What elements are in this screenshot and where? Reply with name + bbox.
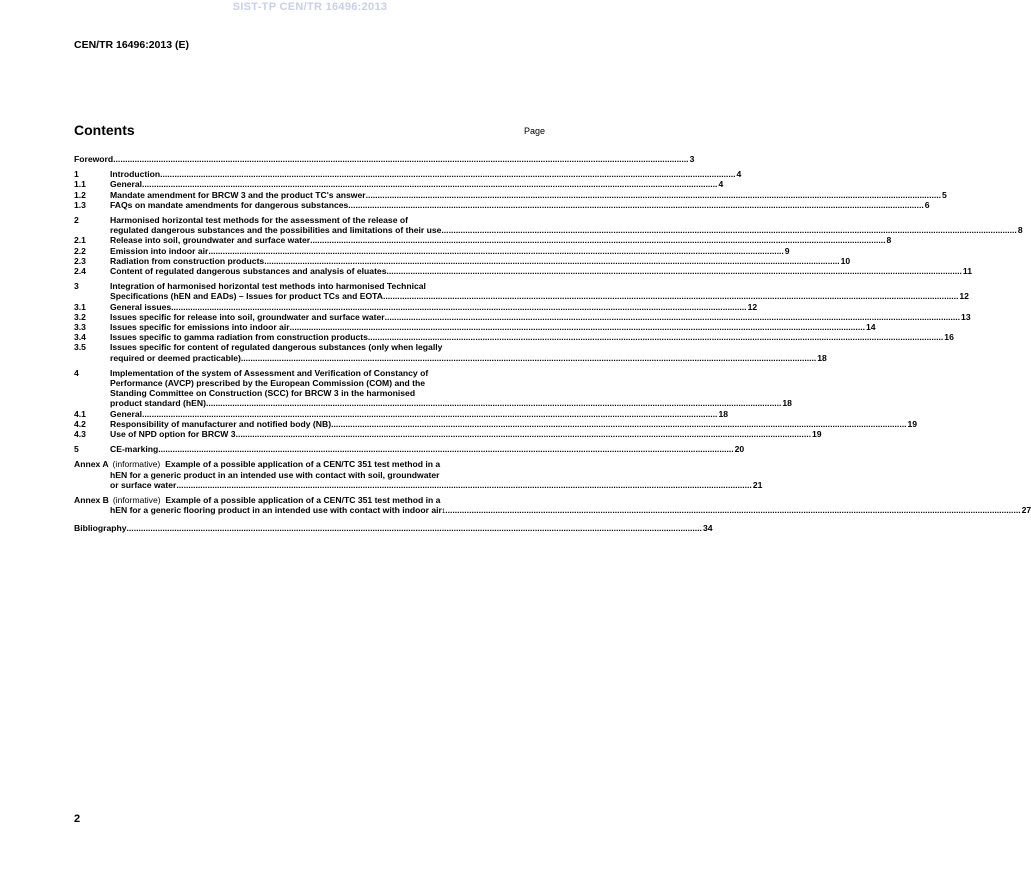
toc-entry-3[interactable] [74, 281, 546, 291]
toc-number: 3.3 [74, 322, 86, 333]
dot-leader [158, 444, 733, 454]
toc-title: hEN for a generic product in an intended use with contact with soil, groundwater [110, 469, 440, 480]
toc-title: Mandate amendment for BRCW 3 and the product TC's answer [110, 189, 366, 200]
toc-page: 27 [1021, 505, 1031, 516]
toc-annex-a[interactable] [74, 459, 763, 490]
toc-page: 18 [817, 352, 827, 363]
toc-page: 4 [718, 179, 724, 190]
toc-page: 10 [840, 255, 851, 266]
dot-leader [368, 332, 943, 342]
toc-title: CE-marking [110, 444, 159, 455]
toc-entry-2-4[interactable] [74, 266, 973, 277]
toc-title: regulated dangerous substances and the possibilities and limitations of their use [110, 225, 442, 236]
toc-number: 1.2 [74, 189, 86, 200]
dot-leader [241, 353, 816, 363]
toc-page: 6 [924, 199, 930, 210]
toc-page: 16 [944, 332, 954, 343]
toc-number: 3.5 [74, 342, 86, 353]
toc-title: Emission into indoor air [110, 245, 209, 256]
toc-entry-4-1[interactable] [74, 408, 728, 419]
toc-entry-3-4[interactable] [74, 332, 954, 343]
toc-entry-4[interactable] [74, 368, 546, 378]
dot-leader [176, 480, 751, 490]
toc-page: 19 [811, 429, 822, 440]
toc-number: 3.1 [74, 301, 86, 312]
toc-number: 2.1 [74, 235, 86, 246]
contents-heading: Contents [74, 122, 135, 138]
toc-title: hEN for a generic flooring product in an intended use with contact with indoor air [110, 505, 442, 516]
dot-leader [310, 235, 885, 245]
toc-title: Integration of harmonised horizontal test methods into harmonised Technical [110, 281, 426, 292]
page-number: 2 [74, 813, 81, 825]
dot-leader [366, 190, 941, 200]
dot-leader [208, 246, 783, 256]
toc-entry-foreword[interactable] [74, 154, 695, 164]
toc-page: 8 [1017, 225, 1023, 236]
toc-entry-4-cont[interactable] [74, 378, 546, 388]
table-of-contents [74, 154, 1031, 538]
toc-number: 4.2 [74, 418, 86, 429]
toc-number: 3.4 [74, 332, 86, 343]
toc-title: Standing Committee on Construction (SCC) for BRCW 3 in the harmonised [110, 388, 416, 399]
dot-leader [206, 398, 781, 408]
dot-leader [383, 291, 958, 301]
toc-title: Example of a possible application of a CEN/TC 351 test method in a [165, 459, 441, 470]
toc-page: 12 [959, 291, 969, 302]
toc-page: 12 [747, 301, 758, 312]
watermark: SIST-TP CEN/TR 16496:2013 [232, 1, 388, 13]
toc-title: General [110, 408, 143, 419]
dot-leader [236, 429, 811, 439]
toc-entry-2-cont[interactable] [74, 225, 1023, 236]
toc-number: 4.1 [74, 408, 86, 419]
toc-entry-2-1[interactable] [74, 235, 892, 246]
toc-page: 18 [718, 408, 728, 419]
dot-leader [142, 179, 717, 189]
toc-title: Use of NPD option for BRCW 3 [110, 429, 236, 440]
footnote-marker: 1 [441, 509, 446, 516]
toc-title: Bibliography [74, 522, 127, 533]
toc-title: Harmonised horizontal test methods for the assessment of the release of [110, 215, 408, 226]
toc-page: 5 [942, 189, 947, 200]
toc-title: Release into soil, groundwater and surface water [110, 235, 311, 246]
toc-title: Radiation from construction products [110, 255, 265, 266]
toc-entry-bibliography[interactable] [74, 522, 713, 533]
annex-type: (informative) [112, 495, 161, 506]
toc-entry-1-1[interactable] [74, 179, 724, 190]
toc-number: 3.2 [74, 311, 86, 322]
toc-title: required or deemed practicable) [110, 352, 241, 363]
toc-group-1 [74, 169, 947, 210]
toc-number: 1.1 [74, 179, 86, 190]
toc-group-3 [74, 281, 971, 363]
toc-title: Content of regulated dangerous substances and analysis of eluates [110, 266, 387, 277]
dot-leader [441, 225, 1016, 235]
toc-entry-3-3[interactable] [74, 322, 876, 333]
toc-title: General issues [110, 301, 172, 312]
toc-number: 2 [74, 215, 79, 226]
dot-leader [348, 200, 923, 210]
toc-page: 21 [752, 479, 763, 490]
toc-title: or surface water [110, 479, 177, 490]
toc-page: 19 [907, 418, 918, 429]
toc-number: 3 [74, 281, 79, 292]
dot-leader [127, 523, 702, 533]
toc-number: 2.3 [74, 255, 86, 266]
toc-annex-b[interactable] [74, 495, 1031, 517]
toc-group-5 [74, 444, 745, 455]
toc-title: Responsibility of manufacturer and notified body (NB) [110, 418, 332, 429]
dot-leader [387, 266, 962, 276]
toc-page: 20 [734, 444, 745, 455]
toc-title: Issues specific to gamma radiation from construction products [110, 332, 368, 343]
dot-leader [290, 322, 865, 332]
toc-number: 1 [74, 169, 79, 180]
toc-title: Example of a possible application of a CEN/TC 351 test method in a [165, 495, 441, 506]
dot-leader [160, 169, 735, 179]
toc-number: 5 [74, 444, 79, 455]
toc-title: Issues specific for content of regulated dangerous substances (only when legally [110, 342, 443, 353]
toc-page: 34 [702, 522, 713, 533]
toc-title: FAQs on mandate amendments for dangerous substances [110, 199, 349, 210]
toc-entry-2-3[interactable] [74, 255, 851, 266]
toc-entry-2-2[interactable] [74, 245, 790, 256]
toc-title: Performance (AVCP) prescribed by the European Commission (COM) and the [110, 378, 425, 389]
toc-title: Specifications (hEN and EADs) – Issues for product TCs and EOTA [110, 291, 383, 302]
page-column-label: Page [523, 126, 545, 136]
toc-title: Issues specific for emissions into indoor air [110, 322, 290, 333]
toc-page: 11 [962, 266, 973, 277]
toc-title: product standard (hEN) [110, 398, 206, 409]
toc-entry-3-1[interactable] [74, 301, 758, 312]
toc-entry-5[interactable] [74, 444, 745, 455]
annex-label: Annex B [74, 495, 109, 506]
annex-type: (informative) [112, 459, 161, 470]
dot-leader [331, 419, 906, 429]
dot-leader [142, 409, 717, 419]
toc-entry-4-cont[interactable] [74, 388, 546, 398]
dot-leader [113, 154, 688, 164]
annex-label: Annex A [74, 459, 109, 470]
toc-page: 13 [961, 311, 971, 322]
toc-entry-2[interactable] [74, 215, 546, 225]
toc-title: Issues specific for release into soil, groundwater and surface water [110, 311, 385, 322]
document-id: CEN/TR 16496:2013 (E) [74, 39, 189, 51]
toc-page: 8 [886, 235, 892, 246]
dot-leader [264, 256, 839, 266]
dot-leader [171, 302, 746, 312]
toc-entry-3-2[interactable] [74, 311, 971, 322]
dot-leader [385, 312, 960, 322]
toc-title: Foreword [74, 154, 114, 164]
dot-leader [445, 505, 1020, 515]
toc-title: Introduction [110, 169, 161, 180]
toc-page: 4 [736, 169, 742, 180]
toc-entry-3-5[interactable] [74, 342, 546, 352]
toc-number: 1.3 [74, 199, 86, 210]
toc-entry-1-3[interactable] [74, 199, 930, 210]
toc-entry-1-2[interactable] [74, 189, 947, 200]
toc-entry-4-2[interactable] [74, 418, 918, 429]
toc-title: Implementation of the system of Assessment and Verification of Constancy of [110, 367, 429, 378]
toc-group-2 [74, 215, 1023, 277]
toc-page: 9 [784, 245, 790, 256]
toc-entry-4-3[interactable] [74, 429, 822, 440]
toc-entry-3-cont[interactable] [74, 291, 969, 302]
toc-number: 2.4 [74, 266, 86, 277]
toc-page: 14 [865, 322, 876, 333]
toc-page: 18 [782, 398, 792, 409]
toc-group-4 [74, 367, 918, 440]
toc-number: 4.3 [74, 429, 86, 440]
toc-entry-4-cont[interactable] [74, 398, 792, 409]
toc-page: 3 [689, 154, 695, 164]
toc-entry-1[interactable] [74, 169, 742, 180]
toc-entry-3-5-cont[interactable] [74, 352, 827, 363]
toc-title: General [110, 179, 143, 190]
toc-number: 4 [74, 367, 79, 378]
toc-number: 2.2 [74, 245, 86, 256]
